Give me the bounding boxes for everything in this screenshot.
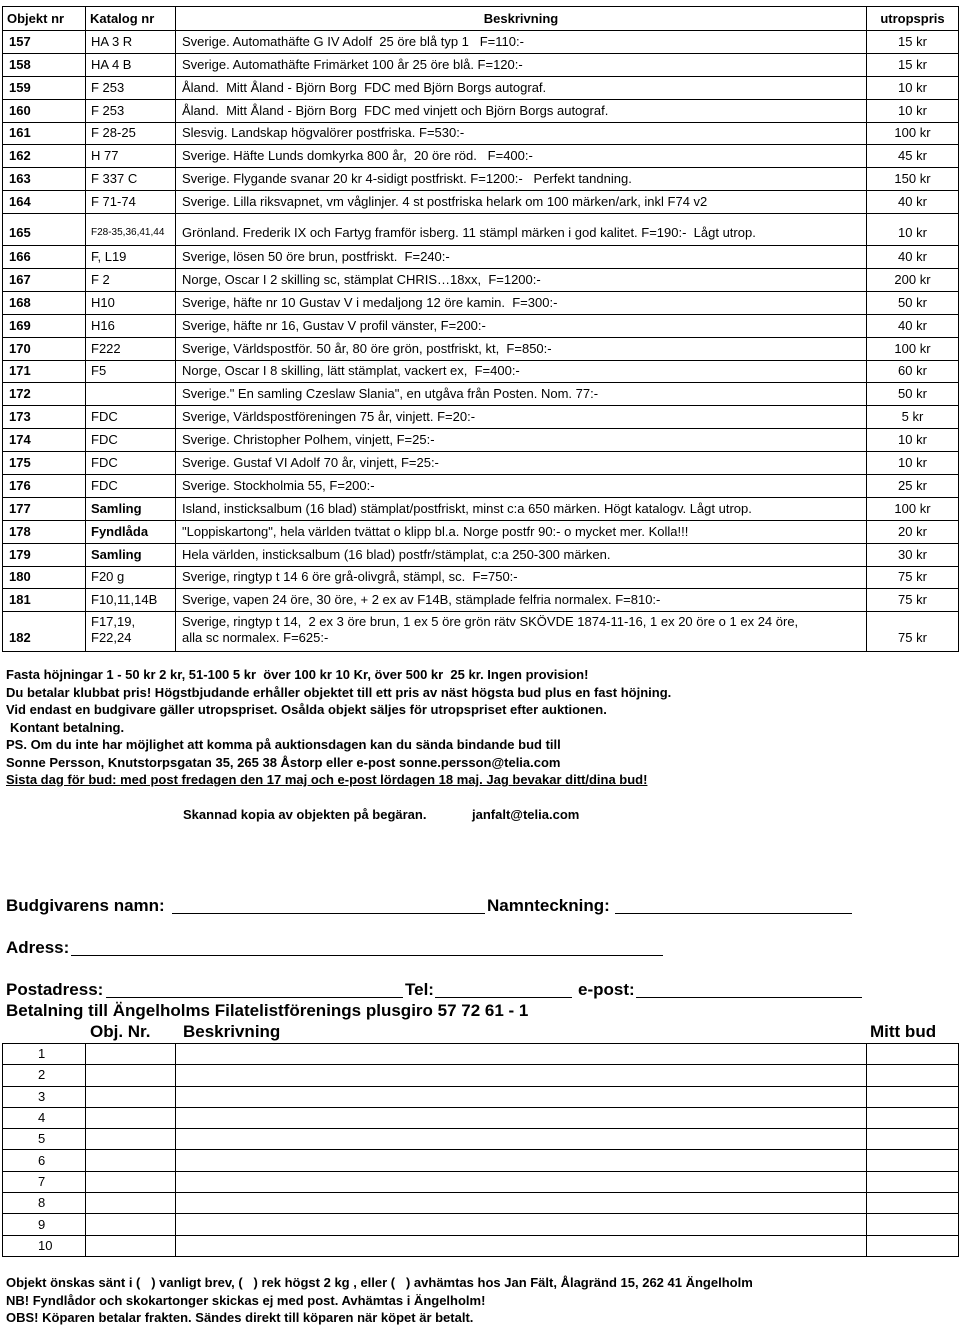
catalog-number: H10 xyxy=(86,291,176,314)
catalog-number: F28-35,36,41,44 xyxy=(86,214,176,246)
starting-price: 40 kr xyxy=(867,246,959,269)
starting-price: 60 kr xyxy=(867,360,959,383)
lot-row xyxy=(3,566,959,589)
starting-price: 15 kr xyxy=(867,31,959,54)
lot-row xyxy=(3,122,959,145)
footer-line: OBS! Köparen betalar frakten. Sändes direkt till köparen när köpet är betalt. xyxy=(6,1310,474,1325)
lot-row xyxy=(3,360,959,383)
catalog-number: F5 xyxy=(86,360,176,383)
lot-table-header xyxy=(3,7,959,31)
phone-label: Tel: xyxy=(405,980,434,999)
postal-address-blank-line xyxy=(106,997,403,998)
bid-catalog-cell xyxy=(86,1193,176,1214)
bid-table xyxy=(2,1043,959,1257)
catalog-number: Fyndlåda xyxy=(86,520,176,543)
bid-row xyxy=(3,1086,959,1107)
catalog-number: HA 4 B xyxy=(86,53,176,76)
footer-line: NB! Fyndlådor och skokartonger skickas ej med post. Avhämtas i Ängelholm! xyxy=(6,1292,486,1308)
lot-description: Sverige. Automathäfte Frimärket 100 år 25 öre blå. F=120:- xyxy=(176,53,867,76)
bid-description-cell xyxy=(176,1065,867,1086)
lot-number: 162 xyxy=(3,145,86,168)
bid-row xyxy=(3,1214,959,1235)
lot-row xyxy=(3,291,959,314)
lot-description: Island, insticksalbum (16 blad) stämplat/postfriskt, minst c:a 650 märken. Högt katalogv. Lågt utrop. xyxy=(176,497,867,520)
bid-catalog-cell xyxy=(86,1129,176,1150)
lot-description: Sverige. Automathäfte G IV Adolf 25 öre blå typ 1 F=110:- xyxy=(176,31,867,54)
bid-description-cell xyxy=(176,1214,867,1235)
starting-price: 75 kr xyxy=(867,589,959,612)
catalog-number: F 28-25 xyxy=(86,122,176,145)
lot-row xyxy=(3,383,959,406)
starting-price: 100 kr xyxy=(867,337,959,360)
bid-catalog-cell xyxy=(86,1214,176,1235)
bid-table-header xyxy=(0,1022,960,1042)
lot-row xyxy=(3,191,959,214)
starting-price: 50 kr xyxy=(867,291,959,314)
starting-price: 45 kr xyxy=(867,145,959,168)
lot-row xyxy=(3,589,959,612)
lot-row xyxy=(3,99,959,122)
lot-description: Sverige. Christopher Polhem, vinjett, F=25:- xyxy=(176,429,867,452)
lot-number: 161 xyxy=(3,122,86,145)
bid-row xyxy=(3,1193,959,1214)
lot-row xyxy=(3,520,959,543)
bid-row xyxy=(3,1065,959,1086)
bid-description-cell xyxy=(176,1044,867,1065)
bid-description-cell xyxy=(176,1107,867,1128)
bid-description-cell xyxy=(176,1171,867,1192)
catalog-number: F 253 xyxy=(86,76,176,99)
catalog-number: Samling xyxy=(86,497,176,520)
note-line: PS. Om du inte har möjlighet att komma på auktionsdagen kan du sända bindande bud till xyxy=(6,737,561,752)
catalog-number: F 2 xyxy=(86,269,176,292)
starting-price: 10 kr xyxy=(867,429,959,452)
lot-row xyxy=(3,406,959,429)
bid-row-number: 2 xyxy=(3,1065,86,1086)
form-row-payment xyxy=(0,1001,960,1021)
lot-number: 182 xyxy=(3,612,86,652)
lot-row xyxy=(3,612,959,652)
phone-blank-line xyxy=(435,997,572,998)
signature-blank-line xyxy=(615,913,852,914)
lot-description: Sverige. Lilla riksvapnet, vm våglinjer. 4 st postfriska helark om 100 märken/ark, inkl F74 v2 xyxy=(176,191,867,214)
note-line: Vid endast en budgivare gäller utropspriset. Osålda objekt säljes för utropspriset efter auktionen. xyxy=(6,702,607,717)
bid-row xyxy=(3,1171,959,1192)
lot-description: Slesvig. Landskap högvalörer postfriska. F=530:- xyxy=(176,122,867,145)
catalog-number xyxy=(86,383,176,406)
lot-number: 157 xyxy=(3,31,86,54)
catalog-number: FDC xyxy=(86,406,176,429)
starting-price: 10 kr xyxy=(867,76,959,99)
lot-description: Sverige, lösen 50 öre brun, postfriskt. F=240:- xyxy=(176,246,867,269)
starting-price: 75 kr xyxy=(867,612,959,652)
note-line: Sonne Persson, Knutstorpsgatan 35, 265 38 Åstorp eller e-post sonne.persson@telia.com xyxy=(6,754,561,770)
auction-terms xyxy=(6,666,671,789)
lot-number: 181 xyxy=(3,589,86,612)
lot-number: 158 xyxy=(3,53,86,76)
bid-row xyxy=(3,1107,959,1128)
bid-catalog-cell xyxy=(86,1107,176,1128)
bid-col-mitt-bud: Mitt bud xyxy=(870,1022,937,1041)
name-label: Budgivarens namn: xyxy=(6,896,165,915)
lot-description: Sverige, ringtyp t 14, 2 ex 3 öre brun, 1 ex 5 öre grön rätv SKÖVDE 1874-11-16, 1 ex 20 öre o 1 ex 24 öre, alla sc normalex. F=625:- xyxy=(176,612,867,652)
lot-number: 177 xyxy=(3,497,86,520)
lot-description: Åland. Mitt Åland - Björn Borg FDC med Björn Borgs autograf. xyxy=(176,76,867,99)
lot-row xyxy=(3,31,959,54)
scan-request xyxy=(0,806,960,824)
lot-description: Sverige. Gustaf VI Adolf 70 år, vinjett, F=25:- xyxy=(176,452,867,475)
starting-price: 150 kr xyxy=(867,168,959,191)
bid-row xyxy=(3,1129,959,1150)
bid-description-cell xyxy=(176,1086,867,1107)
starting-price: 30 kr xyxy=(867,543,959,566)
lot-number: 166 xyxy=(3,246,86,269)
bid-catalog-cell xyxy=(86,1065,176,1086)
catalog-number: H16 xyxy=(86,314,176,337)
bid-description-cell xyxy=(176,1150,867,1171)
bid-row xyxy=(3,1150,959,1171)
starting-price: 40 kr xyxy=(867,191,959,214)
email-blank-line xyxy=(636,997,862,998)
bid-col-obj-nr: Obj. Nr. xyxy=(90,1022,151,1041)
lot-table-body xyxy=(3,31,959,652)
lot-description: Sverige, Världspostföreningen 75 år, vinjett. F=20:- xyxy=(176,406,867,429)
bid-row xyxy=(3,1235,959,1256)
lot-row xyxy=(3,314,959,337)
starting-price: 75 kr xyxy=(867,566,959,589)
lot-number: 169 xyxy=(3,314,86,337)
catalog-number: F17,19, F22,24 xyxy=(86,612,176,652)
catalog-number: F10,11,14B xyxy=(86,589,176,612)
lot-number: 163 xyxy=(3,168,86,191)
starting-price: 25 kr xyxy=(867,475,959,498)
lot-row xyxy=(3,53,959,76)
lot-number: 171 xyxy=(3,360,86,383)
bid-row-number: 9 xyxy=(3,1214,86,1235)
lot-description: Sverige. Flygande svanar 20 kr 4-sidigt postfriskt. F=1200:- Perfekt tandning. xyxy=(176,168,867,191)
starting-price: 10 kr xyxy=(867,214,959,246)
catalog-number: F20 g xyxy=(86,566,176,589)
starting-price: 5 kr xyxy=(867,406,959,429)
lot-row xyxy=(3,543,959,566)
bid-row-number: 8 xyxy=(3,1193,86,1214)
bid-catalog-cell xyxy=(86,1235,176,1256)
lot-description: "Loppiskartong", hela världen tvättat o klipp bl.a. Norge postfr 90:- o mycket mer. Kolla!!! xyxy=(176,520,867,543)
address-label: Adress: xyxy=(6,938,70,957)
bid-description-cell xyxy=(176,1193,867,1214)
bid-catalog-cell xyxy=(86,1150,176,1171)
lot-number: 174 xyxy=(3,429,86,452)
lot-description: Sverige, ringtyp t 14 6 öre grå-olivgrå, stämpl, sc. F=750:- xyxy=(176,566,867,589)
deadline-note: Sista dag för bud: med post fredagen den 17 maj och e-post lördagen 18 maj. Jag bevakar ditt/dina bud! xyxy=(6,772,648,787)
lot-number: 170 xyxy=(3,337,86,360)
lot-table xyxy=(2,6,959,652)
bid-col-beskrivning: Beskrivning xyxy=(183,1022,281,1041)
starting-price: 40 kr xyxy=(867,314,959,337)
starting-price: 100 kr xyxy=(867,497,959,520)
form-row-name xyxy=(0,896,960,916)
lot-number: 175 xyxy=(3,452,86,475)
bid-amount-cell xyxy=(867,1129,959,1150)
bid-amount-cell xyxy=(867,1214,959,1235)
form-row-address xyxy=(0,938,960,958)
catalog-number: F222 xyxy=(86,337,176,360)
bid-row-number: 6 xyxy=(3,1150,86,1171)
lot-number: 168 xyxy=(3,291,86,314)
starting-price: 15 kr xyxy=(867,53,959,76)
bid-amount-cell xyxy=(867,1193,959,1214)
note-line: Du betalar klubbat pris! Högstbjudande erhåller objektet till ett pris av näst högsta bud plus en fast höjning. xyxy=(6,684,672,700)
lot-description: Grönland. Frederik IX och Fartyg framför isberg. 11 stämpl märken i god kalitet. F=190:- Lågt utrop. xyxy=(176,214,867,246)
bid-catalog-cell xyxy=(86,1044,176,1065)
starting-price: 100 kr xyxy=(867,122,959,145)
bid-amount-cell xyxy=(867,1171,959,1192)
footer-line: Objekt önskas sänt i ( ) vanligt brev, ( ) rek högst 2 kg , eller ( ) avhämtas hos Jan Fält, Ålagränd 15, 262 41 Ängelholm xyxy=(6,1275,753,1290)
catalog-number: F 337 C xyxy=(86,168,176,191)
catalog-number: FDC xyxy=(86,475,176,498)
lot-number: 159 xyxy=(3,76,86,99)
starting-price: 50 kr xyxy=(867,383,959,406)
bid-row xyxy=(3,1044,959,1065)
lot-description: Sverige. Stockholmia 55, F=200:- xyxy=(176,475,867,498)
lot-number: 173 xyxy=(3,406,86,429)
bid-catalog-cell xyxy=(86,1086,176,1107)
bid-amount-cell xyxy=(867,1044,959,1065)
catalog-number: FDC xyxy=(86,429,176,452)
bid-catalog-cell xyxy=(86,1171,176,1192)
lot-number: 165 xyxy=(3,214,86,246)
catalog-number: FDC xyxy=(86,452,176,475)
lot-row xyxy=(3,214,959,246)
lot-row xyxy=(3,475,959,498)
lot-row xyxy=(3,429,959,452)
bid-row-number: 1 xyxy=(3,1044,86,1065)
lot-row xyxy=(3,269,959,292)
starting-price: 20 kr xyxy=(867,520,959,543)
lot-number: 172 xyxy=(3,383,86,406)
delivery-footer xyxy=(6,1274,753,1327)
lot-description: Sverige. Häfte Lunds domkyrka 800 år, 20 öre röd. F=400:- xyxy=(176,145,867,168)
payment-info: Betalning till Ängelholms Filatelistförenings plusgiro 57 72 61 - 1 xyxy=(6,1001,529,1020)
lot-number: 179 xyxy=(3,543,86,566)
bid-amount-cell xyxy=(867,1107,959,1128)
header-beskrivning: Beskrivning xyxy=(176,7,867,31)
bid-amount-cell xyxy=(867,1150,959,1171)
lot-description: Hela världen, insticksalbum (16 blad) postfr/stämplat, c:a 250-300 märken. xyxy=(176,543,867,566)
lot-number: 176 xyxy=(3,475,86,498)
catalog-number: H 77 xyxy=(86,145,176,168)
bid-amount-cell xyxy=(867,1065,959,1086)
address-blank-line xyxy=(71,955,663,956)
header-katalog-nr: Katalog nr xyxy=(86,7,176,31)
scan-request-text: Skannad kopia av objekten på begäran. xyxy=(183,807,427,822)
catalog-number: Samling xyxy=(86,543,176,566)
bid-table-body xyxy=(3,1044,959,1257)
lot-description: Sverige, Världspostför. 50 år, 80 öre grön, postfriskt, kt, F=850:- xyxy=(176,337,867,360)
lot-description: Åland. Mitt Åland - Björn Borg FDC med vinjett och Björn Borgs autograf. xyxy=(176,99,867,122)
note-line: Kontant betalning. xyxy=(10,719,125,735)
header-utropspris: utropspris xyxy=(867,7,959,31)
lot-number: 160 xyxy=(3,99,86,122)
bid-row-number: 10 xyxy=(3,1235,86,1256)
lot-number: 164 xyxy=(3,191,86,214)
starting-price: 10 kr xyxy=(867,452,959,475)
lot-description: Norge, Oscar I 8 skilling, lätt stämplat, vackert ex, F=400:- xyxy=(176,360,867,383)
email-label: e-post: xyxy=(578,980,635,999)
catalog-number: F, L19 xyxy=(86,246,176,269)
lot-description: Sverige, häfte nr 10 Gustav V i medaljong 12 öre kamin. F=300:- xyxy=(176,291,867,314)
lot-row xyxy=(3,497,959,520)
header-objekt-nr: Objekt nr xyxy=(3,7,86,31)
lot-row xyxy=(3,337,959,360)
lot-description: Norge, Oscar I 2 skilling sc, stämplat CHRIS…18xx, F=1200:- xyxy=(176,269,867,292)
lot-row xyxy=(3,452,959,475)
bid-description-cell xyxy=(176,1129,867,1150)
bid-row-number: 4 xyxy=(3,1107,86,1128)
bid-row-number: 3 xyxy=(3,1086,86,1107)
starting-price: 200 kr xyxy=(867,269,959,292)
catalog-number: HA 3 R xyxy=(86,31,176,54)
catalog-number: F 71-74 xyxy=(86,191,176,214)
catalog-number: F 253 xyxy=(86,99,176,122)
lot-number: 167 xyxy=(3,269,86,292)
bid-description-cell xyxy=(176,1235,867,1256)
lot-description: Sverige, häfte nr 16, Gustav V profil vänster, F=200:- xyxy=(176,314,867,337)
postal-address-label: Postadress: xyxy=(6,980,104,999)
starting-price: 10 kr xyxy=(867,99,959,122)
lot-description: Sverige, vapen 24 öre, 30 öre, + 2 ex av F14B, stämplade felfria normalex. F=810:- xyxy=(176,589,867,612)
contact-email: janfalt@telia.com xyxy=(472,807,580,822)
note-line: Fasta höjningar 1 - 50 kr 2 kr, 51-100 5 kr över 100 kr 10 Kr, över 500 kr 25 kr. Ingen provision! xyxy=(6,667,589,682)
lot-description: Sverige." En samling Czeslaw Slania", en utgåva från Posten. Nom. 77:- xyxy=(176,383,867,406)
form-row-postal xyxy=(0,980,960,1000)
lot-row xyxy=(3,145,959,168)
bid-amount-cell xyxy=(867,1086,959,1107)
signature-label: Namnteckning: xyxy=(487,896,610,915)
bid-row-number: 5 xyxy=(3,1129,86,1150)
lot-number: 180 xyxy=(3,566,86,589)
lot-row xyxy=(3,76,959,99)
bid-amount-cell xyxy=(867,1235,959,1256)
name-blank-line xyxy=(172,913,485,914)
lot-row xyxy=(3,246,959,269)
lot-number: 178 xyxy=(3,520,86,543)
bid-row-number: 7 xyxy=(3,1171,86,1192)
lot-row xyxy=(3,168,959,191)
